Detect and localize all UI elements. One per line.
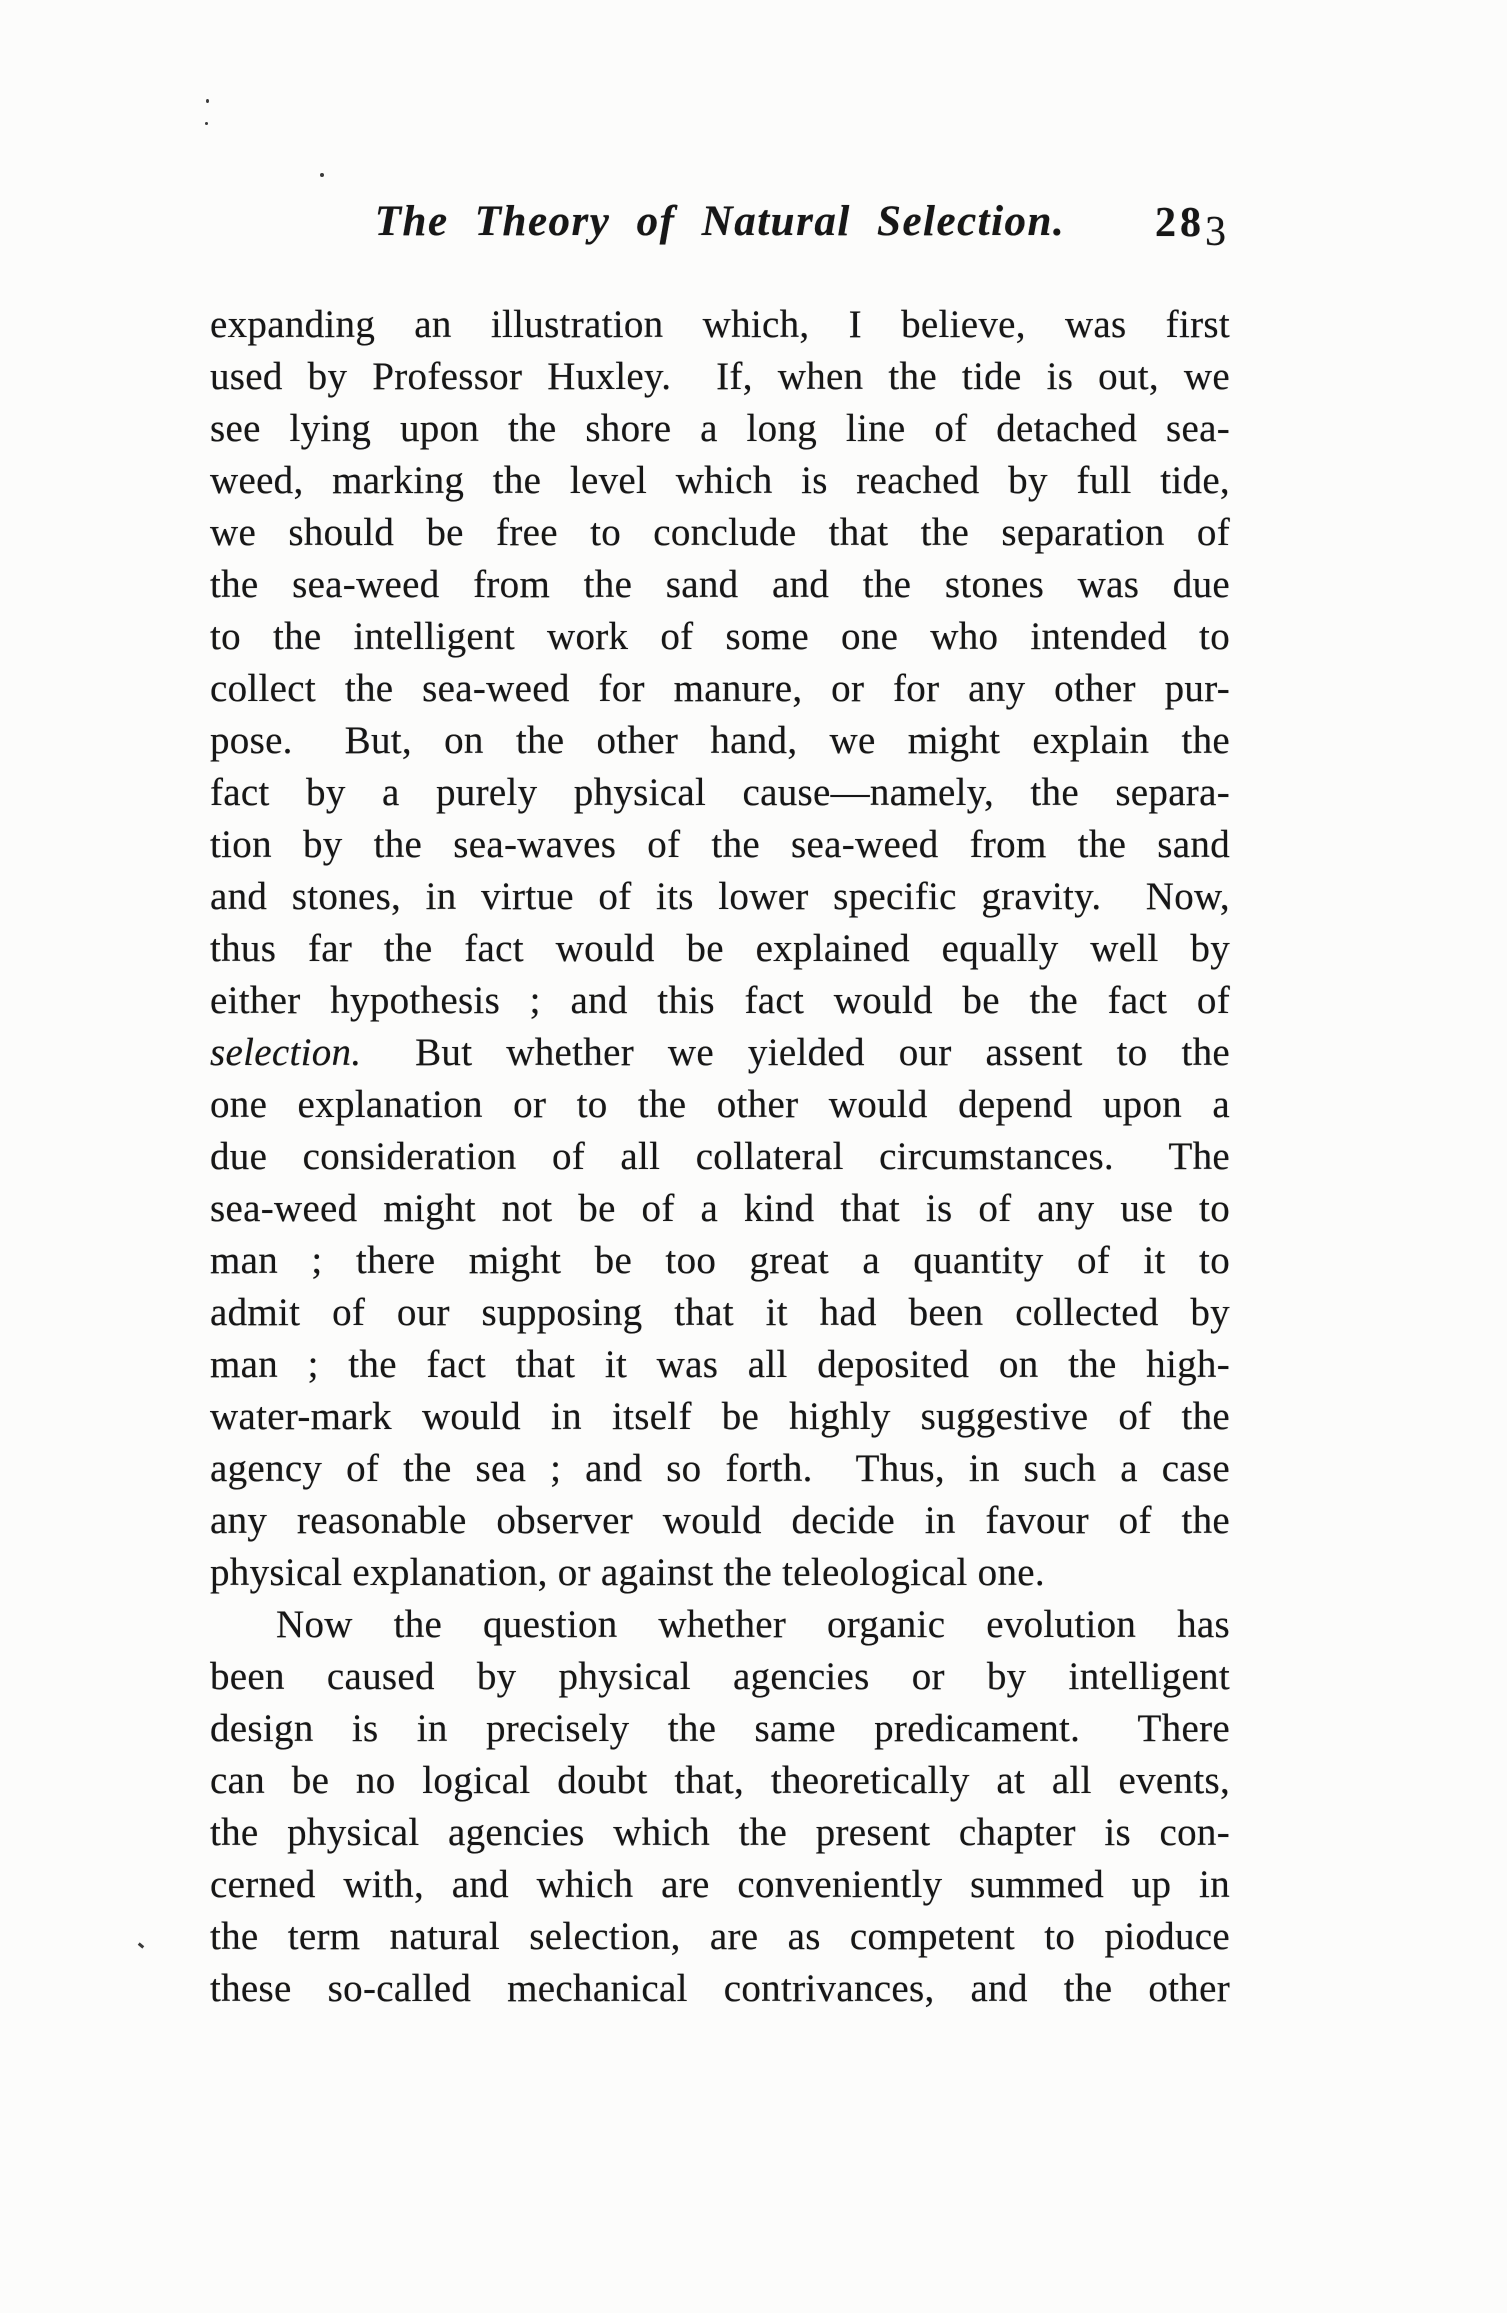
text-segment: thus far the fact would be explained equally well by	[210, 927, 1230, 970]
text-line	[210, 1235, 1230, 1287]
text-segment: the sea-weed from the sand and the stones was due	[210, 563, 1230, 606]
text-line	[210, 1495, 1230, 1547]
page-number-digit: 2	[1155, 200, 1180, 246]
page-number-digit: 8	[1180, 200, 1205, 246]
text-line	[210, 715, 1230, 767]
text-line	[210, 1807, 1230, 1859]
text-segment: cerned with, and which are conveniently summed up in	[210, 1863, 1230, 1906]
text-segment: the physical agencies which the present chapter is con-	[210, 1811, 1230, 1854]
text-segment: man ; there might be too great a quantity of it to	[210, 1239, 1230, 1282]
text-segment: see lying upon the shore a long line of detached sea-	[210, 407, 1230, 450]
text-segment: water-mark would in itself be highly suggestive of the	[210, 1395, 1230, 1438]
text-line	[210, 299, 1230, 351]
text-segment: sea-weed might not be of a kind that is of any use to	[210, 1187, 1230, 1230]
text-line	[210, 923, 1230, 975]
text-segment: due consideration of all collateral circumstances. The	[210, 1135, 1230, 1178]
text-line	[210, 1599, 1230, 1651]
text-line	[210, 663, 1230, 715]
text-segment: fact by a purely physical cause—namely, the separa-	[210, 771, 1230, 814]
text-segment: weed, marking the level which is reached by full tide,	[210, 459, 1230, 502]
text-line	[210, 455, 1230, 507]
text-line	[210, 1443, 1230, 1495]
scan-speck	[205, 122, 208, 125]
text-segment: expanding an illustration which, I believe, was first	[210, 303, 1230, 346]
italic-text-segment: selection.	[210, 1031, 362, 1074]
text-segment: we should be free to conclude that the separation of	[210, 511, 1230, 554]
text-segment: design is in precisely the same predicament. There	[210, 1707, 1230, 1750]
scan-speck	[320, 173, 324, 177]
text-line	[210, 819, 1230, 871]
text-segment: these so-called mechanical contrivances, and the other	[210, 1967, 1230, 2010]
text-line	[210, 351, 1230, 403]
text-line	[210, 1131, 1230, 1183]
text-segment: either hypothesis ; and this fact would be the fact of	[210, 979, 1230, 1022]
text-line	[210, 403, 1230, 455]
scan-speck	[138, 1942, 145, 1948]
paragraph	[210, 1599, 1230, 2015]
text-line	[210, 1183, 1230, 1235]
text-line	[210, 767, 1230, 819]
text-line	[210, 1391, 1230, 1443]
text-segment: been caused by physical agencies or by intelligent	[210, 1655, 1230, 1698]
page-header	[210, 197, 1230, 255]
text-segment: can be no logical doubt that, theoretically at all events,	[210, 1759, 1230, 1802]
text-segment: tion by the sea-waves of the sea-weed from the sand	[210, 823, 1230, 866]
text-line	[210, 1287, 1230, 1339]
text-line	[210, 1339, 1230, 1391]
text-line	[210, 1703, 1230, 1755]
text-line	[210, 1651, 1230, 1703]
scan-speck	[206, 99, 209, 103]
paragraph	[210, 299, 1230, 1599]
running-title: The Theory of Natural Selection.	[374, 198, 1066, 245]
text-line	[210, 871, 1230, 923]
text-segment: collect the sea-weed for manure, or for any other pur-	[210, 667, 1230, 710]
text-line	[210, 1911, 1230, 1963]
text-segment: Now the question whether organic evolution has	[276, 1603, 1230, 1646]
text-segment: and stones, in virtue of its lower specific gravity. Now,	[210, 875, 1230, 918]
text-line	[210, 1079, 1230, 1131]
text-segment: But whether we yielded our assent to the	[361, 1031, 1230, 1074]
text-segment: any reasonable observer would decide in favour of the	[210, 1499, 1230, 1542]
text-block	[210, 299, 1230, 2015]
text-segment: used by Professor Huxley. If, when the tide is out, we	[210, 355, 1230, 398]
text-line	[210, 975, 1230, 1027]
text-segment: agency of the sea ; and so forth. Thus, in such a case	[210, 1447, 1230, 1490]
text-line	[210, 1963, 1230, 2015]
text-line	[210, 1755, 1230, 1807]
text-line	[210, 559, 1230, 611]
text-segment: one explanation or to the other would depend upon a	[210, 1083, 1230, 1126]
text-segment: the term natural selection, are as competent to pioduce	[210, 1915, 1230, 1958]
text-segment: pose. But, on the other hand, we might explain the	[210, 719, 1230, 762]
text-segment: to the intelligent work of some one who intended to	[210, 615, 1230, 658]
page-number-digit: 3	[1205, 209, 1230, 255]
text-segment: man ; the fact that it was all deposited on the high-	[210, 1343, 1230, 1386]
text-line	[210, 1859, 1230, 1911]
text-line	[210, 611, 1230, 663]
text-line	[210, 507, 1230, 559]
text-line	[210, 1027, 1230, 1079]
text-segment: physical explanation, or against the teleological one.	[210, 1551, 1045, 1594]
page-number	[1155, 199, 1230, 255]
text-line	[210, 1547, 1230, 1599]
text-segment: admit of our supposing that it had been collected by	[210, 1291, 1230, 1334]
